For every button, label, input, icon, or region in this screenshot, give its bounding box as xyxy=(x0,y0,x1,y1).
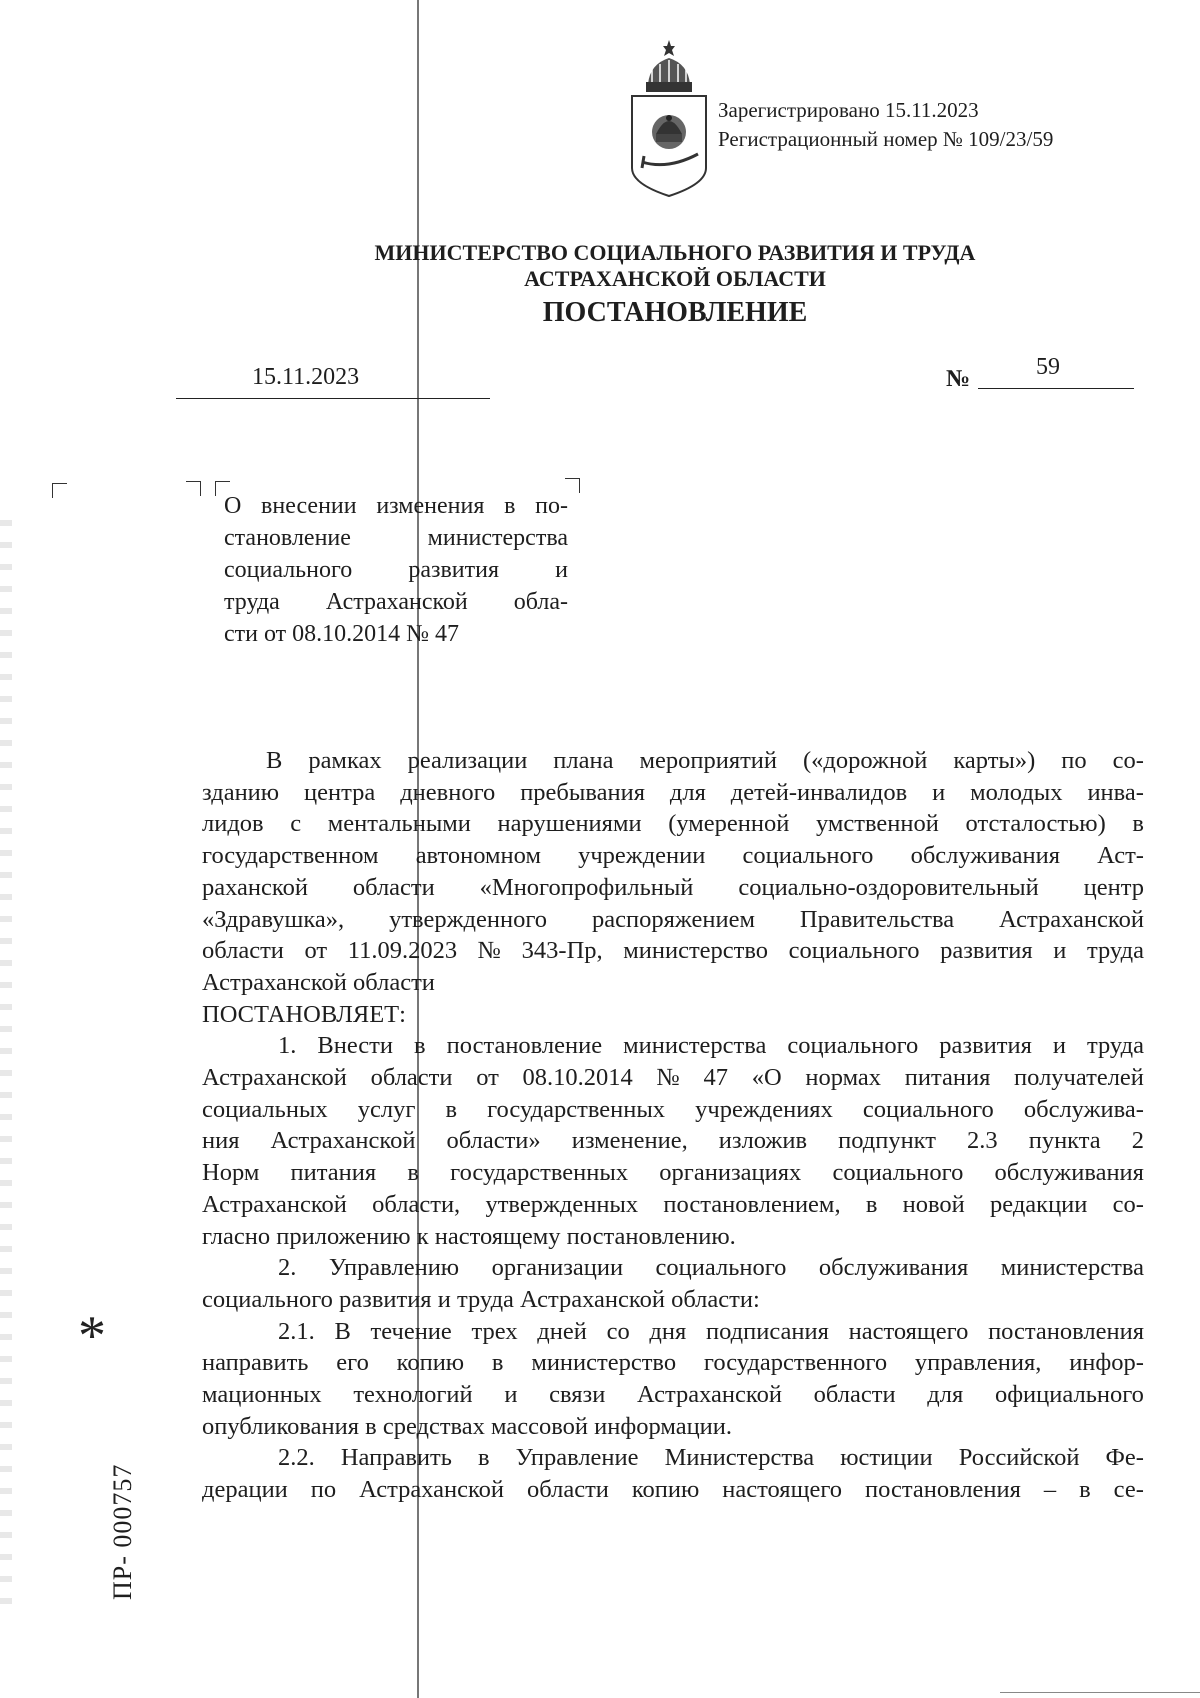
body-line: зданию центра дневного пребывания для детей-инвалидов и молодых инва- xyxy=(202,778,1144,806)
body-line: 1. Внести в постановление министерства социального развития и труда xyxy=(278,1032,1144,1060)
document-type: ПОСТАНОВЛЕНИЕ xyxy=(542,297,808,328)
number-sign: № xyxy=(946,366,971,392)
body-line: раханской области «Многопрофильный социально-оздоровительный центр xyxy=(202,873,1144,901)
body-line: мационных технологий и связи Астраханской области для официального xyxy=(202,1381,1144,1409)
body-line: Астраханской области xyxy=(202,968,435,996)
corner-mark xyxy=(186,481,201,496)
body-line: 2.2. Направить в Управление Министерства юстиции Российской Фе- xyxy=(278,1444,1144,1472)
body-line: социального развития и труда Астраханской области: xyxy=(202,1285,760,1313)
body-line: 2. Управлению организации социального обслуживания министерства xyxy=(278,1254,1144,1282)
body-line: опубликования в средствах массовой информации. xyxy=(202,1412,733,1440)
body-line: ПОСТАНОВЛЯЕТ: xyxy=(202,1000,406,1028)
body-line: Астраханской области от 08.10.2014 № 47 «О нормах питания получателей xyxy=(202,1064,1144,1092)
astrakhan-coat-of-arms-icon xyxy=(628,38,710,198)
body-line: социальных услуг в государственных учреждениях социального обслужива- xyxy=(202,1095,1144,1123)
document-side-code: ПР- 000757 xyxy=(108,1463,137,1600)
corner-mark xyxy=(52,483,67,498)
document-header xyxy=(0,240,1200,332)
date-underline xyxy=(176,398,490,399)
body-line: Норм питания в государственных организациях социального обслуживания xyxy=(202,1159,1144,1187)
ministry-name-line2: АСТРАХАНСКОЙ ОБЛАСТИ xyxy=(524,266,826,291)
body-line: направить его копию в министерство государственного управления, инфор- xyxy=(202,1349,1144,1377)
ministry-name-line1: МИНИСТЕРСТВО СОЦИАЛЬНОГО РАЗВИТИЯ И ТРУДА xyxy=(374,240,976,265)
body-line: государственном автономном учреждении социального обслуживания Аст- xyxy=(202,842,1144,870)
document-date: 15.11.2023 xyxy=(252,364,360,390)
document-body xyxy=(202,745,1144,1506)
document-number: 59 xyxy=(1036,354,1060,380)
registration-date: Зарегистрировано 15.11.2023 xyxy=(718,98,979,122)
body-line: лидов с ментальными нарушениями (умеренной умственной отсталостью) в xyxy=(202,810,1144,838)
body-line: «Здравушка», утвержденного распоряжением Правительства Астраханской xyxy=(202,905,1144,933)
registration-stamp xyxy=(718,96,1053,154)
number-underline xyxy=(978,388,1134,389)
bottom-edge-line xyxy=(1000,1692,1200,1693)
body-line: области от 11.09.2023 № 343-Пр, министерство социального развития и труда xyxy=(202,937,1144,965)
subject-line: сти от 08.10.2014 № 47 xyxy=(224,621,460,647)
subject-line: труда Астраханской обла- xyxy=(224,589,568,615)
margin-asterisk: * xyxy=(78,1305,106,1367)
body-line: Астраханской области, утвержденных постановлением, в новой редакции со- xyxy=(202,1190,1144,1218)
subject-line: О внесении изменения в по- xyxy=(224,493,568,519)
document-subject xyxy=(224,490,568,650)
registration-number: Регистрационный номер № 109/23/59 xyxy=(718,127,1054,151)
body-line: ния Астраханской области» изменение, изложив подпункт 2.3 пункта 2 xyxy=(202,1127,1144,1155)
subject-line: социального развития и xyxy=(224,557,568,583)
body-line: дерации по Астраханской области копию настоящего постановления – в се- xyxy=(202,1476,1144,1504)
scan-edge-marks xyxy=(0,520,12,1620)
subject-line: становление министерства xyxy=(224,525,568,551)
body-line: В рамках реализации плана мероприятий («дорожной карты») по со- xyxy=(266,747,1144,774)
body-line: гласно приложению к настоящему постановлению. xyxy=(202,1222,736,1250)
body-line: 2.1. В течение трех дней со дня подписания настоящего постановления xyxy=(278,1317,1144,1345)
